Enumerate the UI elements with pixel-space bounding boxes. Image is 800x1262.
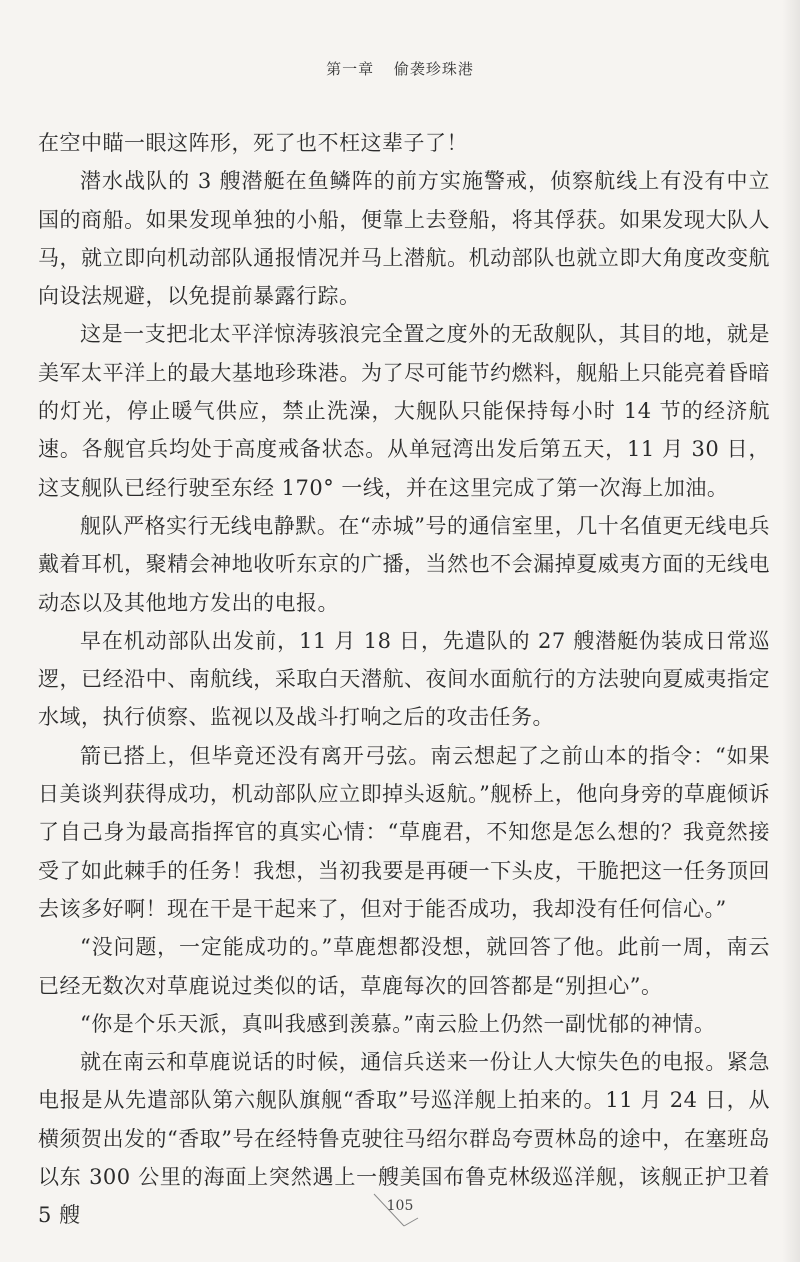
paragraph: 舰队严格实行无线电静默。在“赤城”号的通信室里，几十名值更无线电兵戴着耳机，聚精会神地收听东京的广播，当然也不会漏掉夏威夷方面的无线电动态以及其他地方发出的电报。 [38, 513, 770, 615]
paragraph: 箭已搭上，但毕竟还没有离开弓弦。南云想起了之前山本的指令：“如果日美谈判获得成功，机动部队应立即掉头返航。”舰桥上，他向身旁的草鹿倾诉了自己身为最高指挥官的真实心情：“草鹿君，不知您是怎么想的？我竟然接受了如此棘手的任务！我想，当初我要是再硬一下头皮，干脆把这一任务顶回去该多好啊！现在干是干起来了，但对于能否成功，我却没有任何信心。” [38, 743, 770, 921]
page-number: 105 [386, 1198, 414, 1214]
paragraph: 在空中瞄一眼这阵形，死了也不枉这辈子了！ [38, 131, 468, 155]
paragraph: “没问题，一定能成功的。”草鹿想都没想，就回答了他。此前一周，南云已经无数次对草鹿说过类似的话，草鹿每次的回答都是“别担心”。 [38, 935, 770, 998]
paragraph: 早在机动部队出发前，11 月 18 日，先遣队的 27 艘潜艇伪装成日常巡逻，已经沿中、南航线，采取白天潜航、夜间水面航行的方法驶向夏威夷指定水域，执行侦察、监视以及战斗打响之后的攻击任务。 [38, 628, 770, 730]
paragraph: 就在南云和草鹿说话的时候，通信兵送来一份让人大惊失色的电报。紧急电报是从先遣部队第六舰队旗舰“香取”号巡洋舰上拍来的。11 月 24 日，从横须贺出发的“香取”号在经特鲁克驶往马绍尔群岛夸贾林岛的途中，在塞班岛以东 300 公里的海面上突然遇上一艘美国布鲁克林级巡洋舰，该舰正护卫着 5 艘 [38, 1050, 770, 1228]
page-edge-shadow [782, 0, 800, 1262]
chapter-title: 偷袭珍珠港 [393, 60, 474, 78]
body-text [38, 124, 770, 1235]
running-header [0, 58, 800, 79]
paragraph: 潜水战队的 3 艘潜艇在鱼鳞阵的前方实施警戒，侦察航线上有没有中立国的商船。如果发现单独的小船，便靠上去登船，将其俘获。如果发现大队人马，就立即向机动部队通报情况并马上潜航。机动部队也就立即大角度改变航向设法规避，以免提前暴露行踪。 [38, 169, 770, 309]
paragraph: “你是个乐天派，真叫我感到羡慕。”南云脸上仍然一副忧郁的神情。 [80, 1011, 716, 1036]
chapter-number: 第一章 [326, 60, 375, 78]
paragraph: 这是一支把北太平洋惊涛骇浪完全置之度外的无敌舰队，其目的地，就是美军太平洋上的最大基地珍珠港。为了尽可能节约燃料，舰船上只能亮着昏暗的灯光，停止暖气供应，禁止洗澡，大舰队只能保持每小时 14 节的经济航速。各舰官兵均处于高度戒备状态。从单冠湾出发后第五天，11 月 30 日，这支舰队已经行驶至东经 170° 一线，并在这里完成了第一次海上加油。 [38, 322, 770, 500]
